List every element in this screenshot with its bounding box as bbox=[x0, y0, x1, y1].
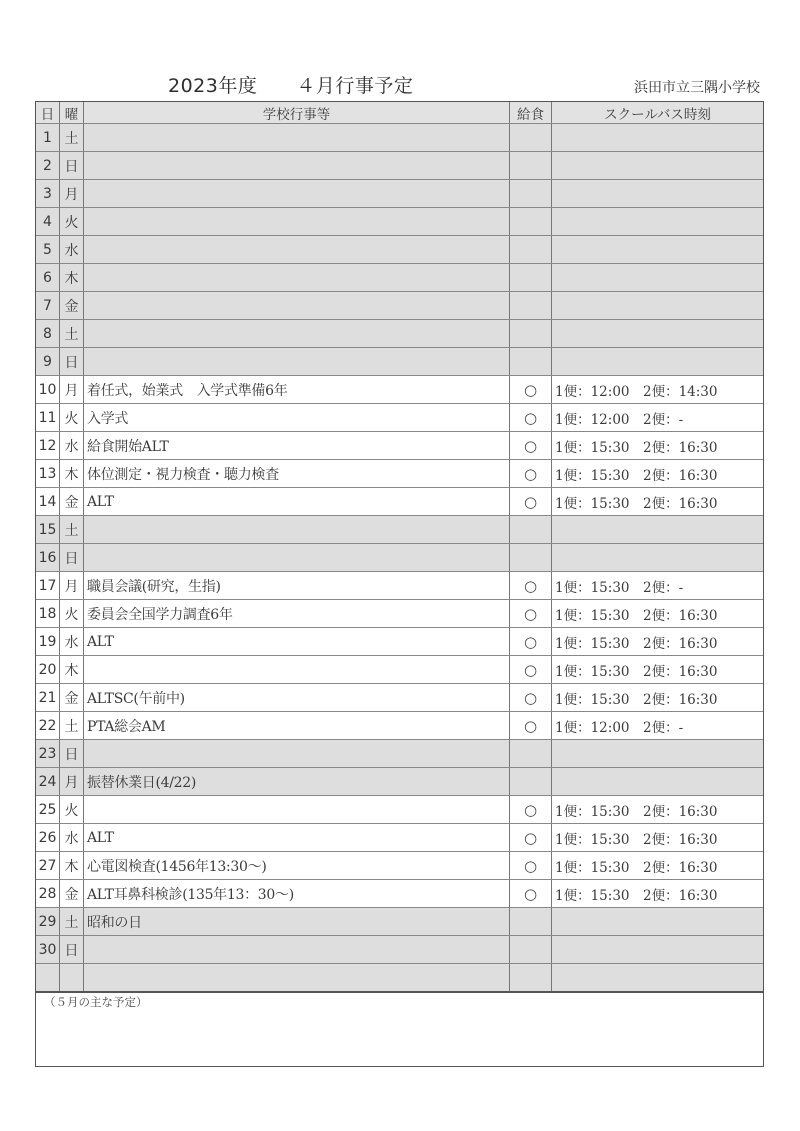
day-cell: 20 bbox=[36, 656, 60, 683]
bus-time-cell: 1便：15:30 2便：16:30 bbox=[555, 663, 718, 680]
table-row bbox=[36, 488, 763, 516]
day-cell: 28 bbox=[36, 880, 60, 907]
lunch-cell bbox=[510, 740, 552, 767]
weekday-cell: 水 bbox=[60, 432, 84, 459]
event-cell bbox=[84, 180, 510, 207]
bus-time-cell bbox=[552, 964, 763, 992]
event-cell bbox=[84, 936, 510, 963]
weekday-cell: 火 bbox=[60, 404, 84, 431]
event-cell: 心電図検査(1456年13:30～) bbox=[84, 852, 510, 879]
weekday-cell: 日 bbox=[60, 544, 84, 571]
event-cell bbox=[84, 656, 510, 683]
weekday-cell: 金 bbox=[60, 880, 84, 907]
event-cell bbox=[84, 236, 510, 263]
bus-time-cell: 1便：15:30 2便：16:30 bbox=[555, 831, 718, 848]
lunch-cell: ○ bbox=[510, 376, 552, 403]
event-cell: 着任式，始業式 入学式準備6年 bbox=[84, 376, 510, 403]
next-month-notes bbox=[35, 991, 764, 1067]
day-cell: 12 bbox=[36, 432, 60, 459]
table-row bbox=[36, 684, 763, 712]
bus-time-cell bbox=[552, 348, 763, 375]
bus-time-cell: 1便：15:30 2便：- bbox=[555, 579, 684, 596]
lunch-cell bbox=[510, 320, 552, 347]
table-row bbox=[36, 824, 763, 852]
weekday-cell: 火 bbox=[60, 600, 84, 627]
lunch-cell: ○ bbox=[510, 404, 552, 431]
event-cell: ALT bbox=[84, 488, 510, 515]
event-cell: 委員会全国学力調査6年 bbox=[84, 600, 510, 627]
lunch-cell bbox=[510, 544, 552, 571]
weekday-cell: 水 bbox=[60, 236, 84, 263]
table-row bbox=[36, 740, 763, 768]
header-day: 日 bbox=[36, 102, 60, 123]
bus-time-cell: 1便：15:30 2便：16:30 bbox=[555, 495, 718, 512]
bus-time-cell bbox=[552, 236, 763, 263]
weekday-cell: 日 bbox=[60, 152, 84, 179]
event-cell bbox=[84, 320, 510, 347]
lunch-cell bbox=[510, 264, 552, 291]
weekday-cell: 月 bbox=[60, 572, 84, 599]
bus-time-cell bbox=[552, 740, 763, 767]
lunch-cell: ○ bbox=[510, 488, 552, 515]
day-cell: 1 bbox=[36, 124, 60, 151]
day-cell: 14 bbox=[36, 488, 60, 515]
weekday-cell bbox=[60, 964, 84, 992]
table-row bbox=[36, 880, 763, 908]
bus-time-cell bbox=[552, 124, 763, 151]
header-lunch: 給食 bbox=[510, 102, 552, 123]
lunch-cell: ○ bbox=[510, 572, 552, 599]
lunch-cell bbox=[510, 208, 552, 235]
day-cell: 23 bbox=[36, 740, 60, 767]
table-row bbox=[36, 264, 763, 292]
table-row bbox=[36, 712, 763, 740]
event-cell: 職員会議(研究，生指) bbox=[84, 572, 510, 599]
day-cell: 22 bbox=[36, 712, 60, 739]
event-cell bbox=[84, 152, 510, 179]
day-cell: 4 bbox=[36, 208, 60, 235]
weekday-cell: 日 bbox=[60, 936, 84, 963]
notes-label: （５月の主な予定） bbox=[44, 995, 148, 1009]
weekday-cell: 土 bbox=[60, 908, 84, 935]
day-cell: 2 bbox=[36, 152, 60, 179]
table-row bbox=[36, 544, 763, 572]
day-cell: 21 bbox=[36, 684, 60, 711]
day-cell: 16 bbox=[36, 544, 60, 571]
weekday-cell: 木 bbox=[60, 264, 84, 291]
event-cell bbox=[84, 516, 510, 543]
weekday-cell: 土 bbox=[60, 124, 84, 151]
table-row bbox=[36, 572, 763, 600]
weekday-cell: 金 bbox=[60, 684, 84, 711]
lunch-cell: ○ bbox=[510, 796, 552, 823]
weekday-cell: 土 bbox=[60, 712, 84, 739]
lunch-cell: ○ bbox=[510, 880, 552, 907]
table-row bbox=[36, 320, 763, 348]
day-cell: 6 bbox=[36, 264, 60, 291]
table-row bbox=[36, 768, 763, 796]
weekday-cell: 金 bbox=[60, 292, 84, 319]
school-name: 浜田市立三隅小学校 bbox=[634, 80, 760, 96]
bus-time-cell bbox=[552, 292, 763, 319]
bus-time-cell: 1便：15:30 2便：16:30 bbox=[555, 607, 718, 624]
weekday-cell: 水 bbox=[60, 628, 84, 655]
event-cell: 体位測定・視力検査・聴力検査 bbox=[84, 460, 510, 487]
table-row bbox=[36, 656, 763, 684]
bus-time-cell: 1便：15:30 2便：16:30 bbox=[555, 467, 718, 484]
table-row bbox=[36, 180, 763, 208]
lunch-cell: ○ bbox=[510, 852, 552, 879]
table-row bbox=[36, 404, 763, 432]
event-cell bbox=[84, 796, 510, 823]
page-title: 2023年度 ４月行事予定 bbox=[168, 75, 414, 97]
bus-time-cell bbox=[552, 180, 763, 207]
event-cell: 給食開始ALT bbox=[84, 432, 510, 459]
lunch-cell: ○ bbox=[510, 684, 552, 711]
bus-time-cell: 1便：12:00 2便：- bbox=[555, 411, 684, 428]
table-row bbox=[36, 292, 763, 320]
lunch-cell: ○ bbox=[510, 712, 552, 739]
weekday-cell: 日 bbox=[60, 740, 84, 767]
lunch-cell: ○ bbox=[510, 432, 552, 459]
event-cell: 入学式 bbox=[84, 404, 510, 431]
day-cell: 19 bbox=[36, 628, 60, 655]
table-row bbox=[36, 208, 763, 236]
bus-time-cell: 1便：15:30 2便：16:30 bbox=[555, 859, 718, 876]
bus-time-cell bbox=[552, 152, 763, 179]
weekday-cell: 木 bbox=[60, 656, 84, 683]
lunch-cell: ○ bbox=[510, 600, 552, 627]
weekday-cell: 土 bbox=[60, 320, 84, 347]
event-cell bbox=[84, 348, 510, 375]
weekday-cell: 木 bbox=[60, 460, 84, 487]
bus-time-cell: 1便：12:00 2便：14:30 bbox=[555, 383, 718, 400]
day-cell: 17 bbox=[36, 572, 60, 599]
table-header bbox=[36, 102, 763, 124]
lunch-cell bbox=[510, 768, 552, 795]
table-row bbox=[36, 936, 763, 964]
lunch-cell bbox=[510, 908, 552, 935]
lunch-cell: ○ bbox=[510, 460, 552, 487]
lunch-cell bbox=[510, 936, 552, 963]
weekday-cell: 木 bbox=[60, 852, 84, 879]
lunch-cell bbox=[510, 516, 552, 543]
bus-time-cell bbox=[552, 936, 763, 963]
bus-time-cell bbox=[552, 768, 763, 795]
weekday-cell: 火 bbox=[60, 208, 84, 235]
day-cell: 11 bbox=[36, 404, 60, 431]
table-row bbox=[36, 796, 763, 824]
schedule-table bbox=[35, 101, 764, 993]
table-row bbox=[36, 600, 763, 628]
bus-time-cell bbox=[552, 320, 763, 347]
day-cell: 5 bbox=[36, 236, 60, 263]
day-cell: 26 bbox=[36, 824, 60, 851]
weekday-cell: 月 bbox=[60, 376, 84, 403]
lunch-cell bbox=[510, 964, 552, 992]
day-cell: 3 bbox=[36, 180, 60, 207]
bus-time-cell: 1便：15:30 2便：16:30 bbox=[555, 439, 718, 456]
lunch-cell bbox=[510, 292, 552, 319]
header-bus: スクールバス時刻 bbox=[604, 106, 711, 123]
table-row bbox=[36, 628, 763, 656]
weekday-cell: 月 bbox=[60, 768, 84, 795]
header-weekday: 曜 bbox=[60, 102, 84, 123]
event-cell: ALT bbox=[84, 824, 510, 851]
event-cell bbox=[84, 264, 510, 291]
table-row bbox=[36, 236, 763, 264]
day-cell: 18 bbox=[36, 600, 60, 627]
bus-time-cell bbox=[552, 264, 763, 291]
lunch-cell bbox=[510, 180, 552, 207]
bus-time-cell: 1便：12:00 2便：- bbox=[555, 719, 684, 736]
day-cell: 29 bbox=[36, 908, 60, 935]
weekday-cell: 火 bbox=[60, 796, 84, 823]
table-row bbox=[36, 348, 763, 376]
lunch-cell bbox=[510, 348, 552, 375]
weekday-cell: 土 bbox=[60, 516, 84, 543]
event-cell bbox=[84, 208, 510, 235]
table-row bbox=[36, 852, 763, 880]
bus-time-cell bbox=[552, 908, 763, 935]
event-cell: 振替休業日(4/22) bbox=[84, 768, 510, 795]
table-row bbox=[36, 460, 763, 488]
day-cell bbox=[36, 964, 60, 992]
event-cell: ALTSC(午前中) bbox=[84, 684, 510, 711]
bus-time-cell: 1便：15:30 2便：16:30 bbox=[555, 887, 718, 904]
weekday-cell: 水 bbox=[60, 824, 84, 851]
lunch-cell: ○ bbox=[510, 824, 552, 851]
lunch-cell: ○ bbox=[510, 628, 552, 655]
day-cell: 8 bbox=[36, 320, 60, 347]
event-cell bbox=[84, 740, 510, 767]
table-row bbox=[36, 124, 763, 152]
table-row bbox=[36, 908, 763, 936]
bus-time-cell: 1便：15:30 2便：16:30 bbox=[555, 635, 718, 652]
lunch-cell bbox=[510, 152, 552, 179]
table-row bbox=[36, 432, 763, 460]
bus-time-cell bbox=[552, 544, 763, 571]
table-row bbox=[36, 152, 763, 180]
table-row bbox=[36, 964, 763, 992]
event-cell bbox=[84, 124, 510, 151]
bus-time-cell: 1便：15:30 2便：16:30 bbox=[555, 803, 718, 820]
header-events: 学校行事等 bbox=[84, 102, 510, 123]
day-cell: 24 bbox=[36, 768, 60, 795]
bus-time-cell: 1便：15:30 2便：16:30 bbox=[555, 691, 718, 708]
bus-time-cell bbox=[552, 516, 763, 543]
day-cell: 7 bbox=[36, 292, 60, 319]
table-row bbox=[36, 516, 763, 544]
day-cell: 15 bbox=[36, 516, 60, 543]
table-body bbox=[36, 124, 763, 992]
event-cell bbox=[84, 292, 510, 319]
day-cell: 10 bbox=[36, 376, 60, 403]
table-row bbox=[36, 376, 763, 404]
day-cell: 30 bbox=[36, 936, 60, 963]
event-cell: ALT bbox=[84, 628, 510, 655]
event-cell bbox=[84, 964, 510, 992]
day-cell: 13 bbox=[36, 460, 60, 487]
day-cell: 25 bbox=[36, 796, 60, 823]
event-cell bbox=[84, 544, 510, 571]
event-cell: PTA総会AM bbox=[84, 712, 510, 739]
bus-time-cell bbox=[552, 208, 763, 235]
event-cell: 昭和の日 bbox=[84, 908, 510, 935]
weekday-cell: 月 bbox=[60, 180, 84, 207]
event-cell: ALT耳鼻科検診(135年13：30～) bbox=[84, 880, 510, 907]
lunch-cell: ○ bbox=[510, 656, 552, 683]
lunch-cell bbox=[510, 124, 552, 151]
weekday-cell: 日 bbox=[60, 348, 84, 375]
lunch-cell bbox=[510, 236, 552, 263]
day-cell: 9 bbox=[36, 348, 60, 375]
weekday-cell: 金 bbox=[60, 488, 84, 515]
day-cell: 27 bbox=[36, 852, 60, 879]
